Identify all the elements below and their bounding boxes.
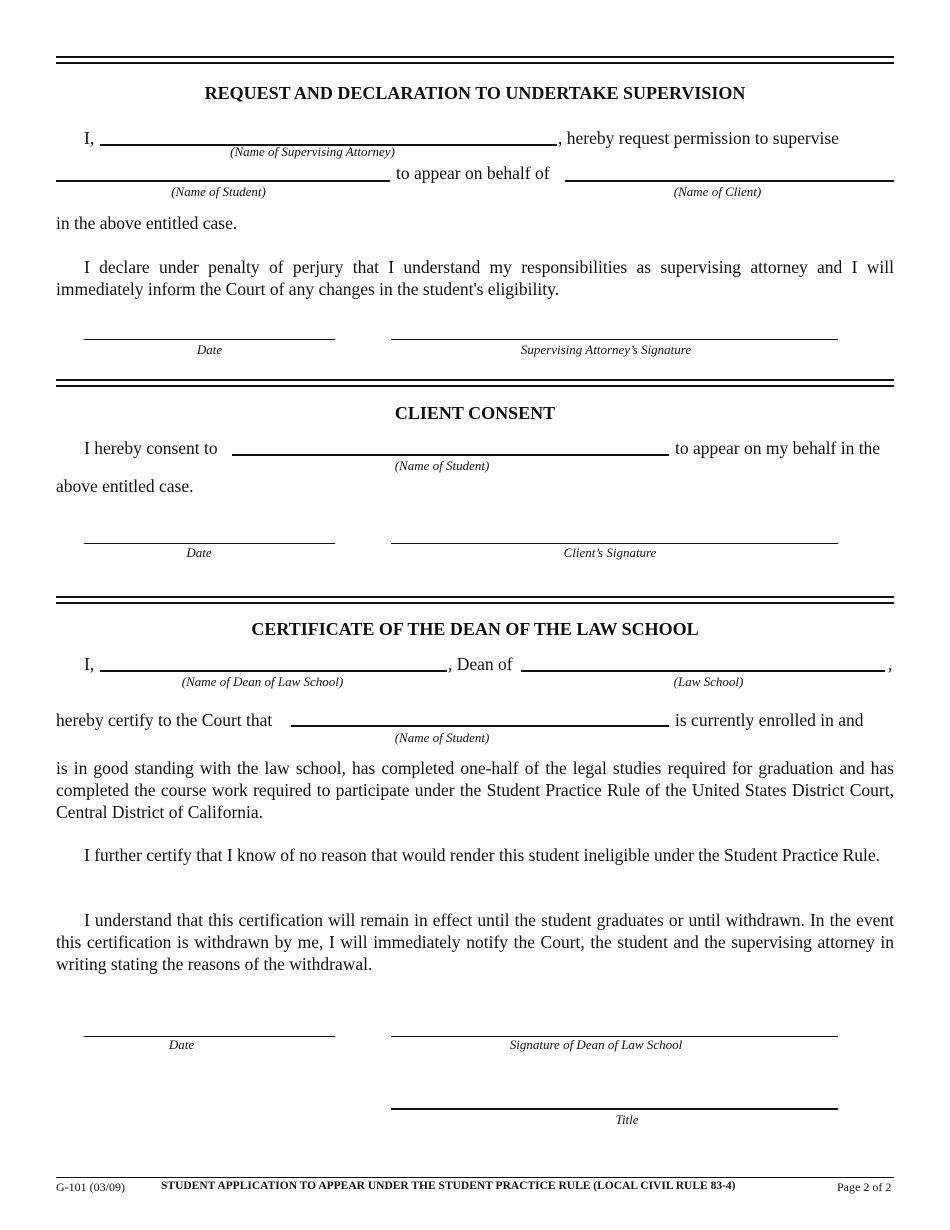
dean-of-text: , Dean of [448, 654, 513, 674]
section-divider [56, 379, 894, 387]
supervision-heading: REQUEST AND DECLARATION TO UNDERTAKE SUPERVISION [204, 83, 746, 103]
request-permission-text: , hereby request permission to supervise [558, 128, 839, 148]
consent-text: I hereby consent to [84, 438, 218, 458]
dean-certificate-heading: CERTIFICATE OF THE DEAN OF THE LAW SCHOOL [251, 619, 699, 639]
section-divider [56, 56, 894, 64]
dean-i-label: I, [84, 654, 95, 674]
above-case-text: in the above entitled case. [56, 213, 238, 233]
dean-student-name-field[interactable] [291, 725, 669, 727]
dean-student-caption: (Name of Student) [394, 730, 490, 745]
supervision-date-caption: Date [196, 342, 223, 357]
dean-date-field[interactable] [84, 1036, 335, 1037]
title-field[interactable] [391, 1108, 838, 1110]
client-signature-field[interactable] [391, 543, 838, 544]
supervision-i-label: I, [84, 128, 95, 148]
client-signature-caption: Client’s Signature [563, 545, 657, 560]
consent-case-text: above entitled case. [56, 476, 194, 496]
form-id: G-101 (03/09) [56, 1180, 125, 1194]
enrolled-text: is currently enrolled in and [675, 710, 864, 730]
supervision-date-field[interactable] [84, 339, 335, 340]
consent-student-caption: (Name of Student) [394, 458, 490, 473]
appear-on-behalf-text: to appear on behalf of [396, 163, 550, 183]
student-name-field[interactable] [56, 180, 390, 182]
certify-text: hereby certify to the Court that [56, 710, 273, 730]
good-standing-paragraph: is in good standing with the law school, has completed one-half of the legal studies required for graduation and has completed the course work required to participate under the Student Practice Rule of the United States District Court, Central District of California. [56, 758, 894, 822]
client-consent-heading: CLIENT CONSENT [394, 403, 556, 423]
student-caption: (Name of Student) [171, 184, 266, 199]
client-name-field[interactable] [565, 180, 894, 182]
understand-paragraph: I understand that this certification will remain in effect until the student graduates or until withdrawn. In the event this certification is withdrawn by me, I will immediately notify the Court, the student and the supervising attorney in writing stating the reasons of the withdrawal. [56, 910, 894, 974]
dean-name-caption: (Name of Dean of Law School) [181, 674, 344, 689]
declaration-paragraph: I declare under penalty of perjury that I understand my responsibilities as supervising attorney and I will immediately inform the Court of any changes in the student's eligibility. [56, 257, 894, 299]
section-divider [56, 596, 894, 604]
form-title: STUDENT APPLICATION TO APPEAR UNDER THE STUDENT PRACTICE RULE (LOCAL CIVIL RULE 83-4) [161, 1180, 736, 1192]
supervising-attorney-signature-caption: Supervising Attorney’s Signature [520, 342, 692, 357]
page-number: Page 2 of 2 [837, 1180, 892, 1194]
supervising-attorney-caption: (Name of Supervising Attorney) [230, 144, 395, 159]
trailing-comma: , [888, 654, 893, 674]
dean-signature-caption: Signature of Dean of Law School [509, 1037, 683, 1052]
consent-date-field[interactable] [84, 543, 335, 544]
further-certify-paragraph: I further certify that I know of no reason that would render this student ineligible under the Student Practice Rule. [84, 845, 881, 865]
consent-date-caption: Date [186, 545, 212, 560]
title-caption: Title [615, 1112, 639, 1127]
consent-student-name-field[interactable] [232, 454, 669, 456]
client-caption: (Name of Client) [673, 184, 762, 199]
dean-name-field[interactable] [100, 670, 447, 672]
dean-date-caption: Date [168, 1037, 195, 1052]
appear-my-behalf-text: to appear on my behalf in the [675, 438, 881, 458]
supervising-attorney-signature-field[interactable] [391, 339, 838, 340]
footer-rule [56, 1177, 894, 1178]
law-school-name-field[interactable] [521, 670, 885, 672]
law-school-caption: (Law School) [673, 674, 744, 689]
